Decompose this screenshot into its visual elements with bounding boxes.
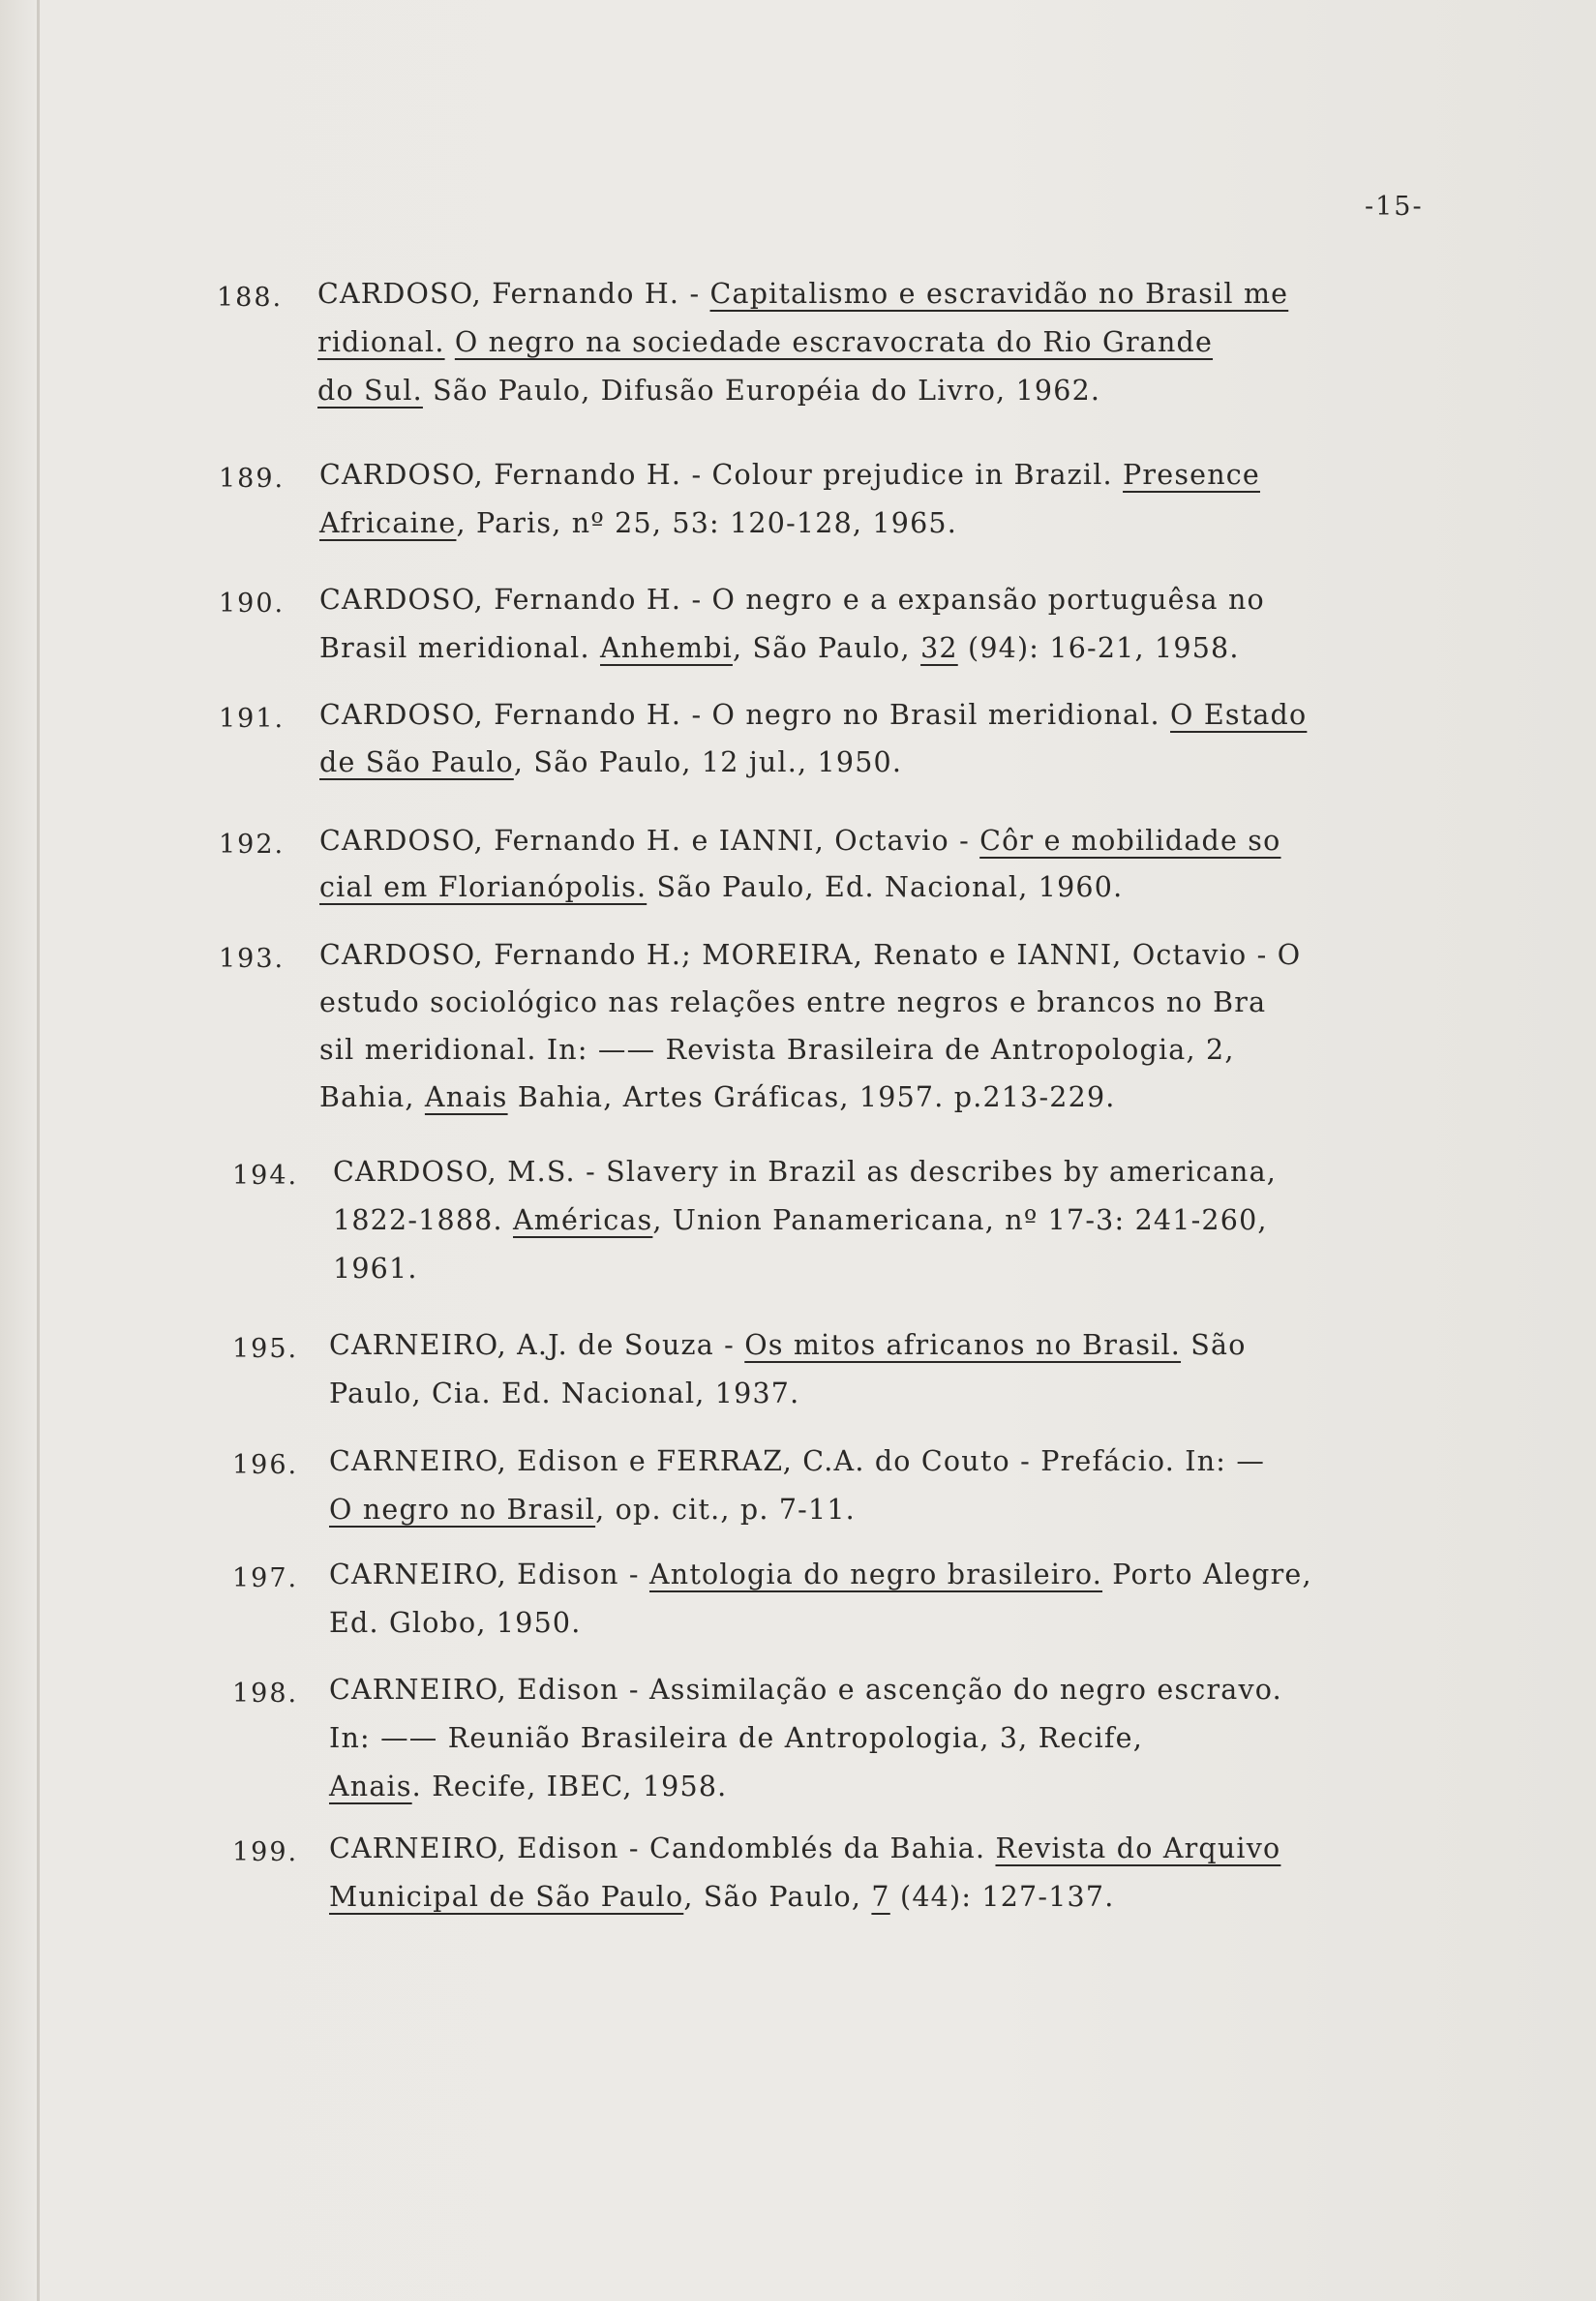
entry-text: São xyxy=(1181,1329,1247,1361)
entry-number: 190. xyxy=(219,589,286,619)
entry-number: 196. xyxy=(232,1450,299,1480)
page-binding-edge xyxy=(37,0,40,2301)
entry-line xyxy=(319,1033,1235,1068)
entry-line xyxy=(329,1880,1114,1915)
entry-number: 194. xyxy=(232,1161,299,1191)
underlined-title: Anais xyxy=(329,1771,412,1802)
entry-text: Bahia, Artes Gráficas, 1957. p.213-229. xyxy=(507,1081,1116,1113)
entry-line xyxy=(317,277,1288,312)
entry-text: , São Paulo, xyxy=(732,632,921,664)
underlined-title: Municipal de São Paulo xyxy=(329,1881,684,1913)
underlined-title: O negro na sociedade escravocrata do Rio Grande xyxy=(454,326,1214,358)
underlined-title: Américas xyxy=(513,1204,653,1236)
entry-text: , São Paulo, xyxy=(683,1881,872,1913)
entry-text: CARNEIRO, A.J. de Souza - xyxy=(329,1329,745,1361)
entry-text: , Paris, nº 25, 53: 120-128, 1965. xyxy=(456,507,958,539)
underlined-title: cial em Florianópolis. xyxy=(319,871,647,903)
underlined-title: Presence xyxy=(1123,459,1260,491)
entry-text: sil meridional. In: —— Revista Brasileira de Antropologia, 2, xyxy=(319,1034,1235,1066)
underlined-title: O negro no Brasil xyxy=(329,1494,596,1526)
underlined-title: Revista do Arquivo xyxy=(995,1832,1281,1864)
entry-line xyxy=(329,1493,856,1528)
page-number: -15- xyxy=(1365,192,1424,222)
underlined-title: ridional. xyxy=(317,326,445,358)
entry-text: CARDOSO, Fernando H. e IANNI, Octavio - xyxy=(319,825,980,857)
underlined-title: Africaine xyxy=(319,507,457,539)
entry-text xyxy=(445,326,455,358)
underlined-title: Anais xyxy=(424,1081,508,1113)
underlined-title: Anhembi xyxy=(600,632,733,664)
entry-text: In: —— Reunião Brasileira de Antropologia, 3, Recife, xyxy=(329,1722,1143,1754)
entry-line xyxy=(319,583,1265,618)
entry-text: (94): 16-21, 1958. xyxy=(957,632,1240,664)
entry-text: CARDOSO, Fernando H. - xyxy=(317,278,710,310)
entry-text: , op. cit., p. 7-11. xyxy=(595,1494,856,1526)
entry-text: . Recife, IBEC, 1958. xyxy=(411,1771,728,1802)
entry-text: 1822-1888. xyxy=(333,1204,514,1236)
underlined-title: do Sul. xyxy=(317,375,423,407)
entry-number: 198. xyxy=(232,1679,299,1709)
entry-line xyxy=(333,1155,1277,1190)
entry-line xyxy=(329,1673,1282,1708)
entry-line xyxy=(329,1377,799,1411)
entry-text: CARNEIRO, Edison - Candomblés da Bahia. xyxy=(329,1832,996,1864)
entry-line xyxy=(329,1328,1247,1363)
entry-text: Ed. Globo, 1950. xyxy=(329,1607,582,1639)
entry-line xyxy=(333,1252,418,1287)
underlined-title: Côr e mobilidade so xyxy=(979,825,1281,857)
entry-text: CARDOSO, M.S. - Slavery in Brazil as describes by americana, xyxy=(333,1156,1278,1188)
entry-number: 199. xyxy=(232,1837,299,1867)
underlined-title: Capitalismo e escravidão no Brasil me xyxy=(709,278,1289,310)
entry-text: CARDOSO, Fernando H. - O negro no Brasil meridional. xyxy=(319,699,1171,731)
entry-line xyxy=(319,824,1281,859)
underlined-title: 32 xyxy=(920,632,958,664)
entry-line xyxy=(319,458,1260,493)
entry-line xyxy=(329,1721,1143,1756)
entry-number: 188. xyxy=(217,283,284,313)
entry-text: CARNEIRO, Edison e FERRAZ, C.A. do Couto - Prefácio. In: — xyxy=(329,1445,1266,1477)
entry-text: , Union Panamericana, nº 17-3: 241-260, xyxy=(652,1204,1268,1236)
underlined-title: O Estado xyxy=(1170,699,1308,731)
entry-line xyxy=(319,698,1307,733)
entry-text: Bahia, xyxy=(319,1081,425,1113)
entry-line xyxy=(319,506,957,541)
entry-text: CARDOSO, Fernando H. - O negro e a expansão portuguêsa no xyxy=(319,584,1265,616)
entry-number: 195. xyxy=(232,1334,299,1364)
underlined-title: Antologia do negro brasileiro. xyxy=(648,1559,1103,1590)
entry-text: Paulo, Cia. Ed. Nacional, 1937. xyxy=(329,1378,800,1409)
entry-text: CARNEIRO, Edison - xyxy=(329,1559,649,1590)
entry-line xyxy=(329,1444,1265,1479)
entry-line xyxy=(329,1770,727,1804)
entry-text: CARDOSO, Fernando H.; MOREIRA, Renato e IANNI, Octavio - O xyxy=(319,939,1302,971)
entry-line xyxy=(319,1080,1116,1115)
underlined-title: 7 xyxy=(871,1881,890,1913)
entry-number: 191. xyxy=(219,704,286,734)
entry-number: 189. xyxy=(219,464,286,494)
entry-line xyxy=(317,325,1213,360)
entry-line xyxy=(329,1558,1312,1592)
entry-line xyxy=(319,985,1266,1020)
entry-line xyxy=(319,631,1240,666)
entry-line xyxy=(319,745,902,780)
entry-line xyxy=(329,1832,1280,1866)
entry-text: estudo sociológico nas relações entre negros e brancos no Bra xyxy=(319,986,1267,1018)
entry-text: São Paulo, Difusão Européia do Livro, 1962. xyxy=(422,375,1101,407)
entry-line xyxy=(317,374,1100,409)
entry-text: (44): 127-137. xyxy=(889,1881,1115,1913)
entry-number: 193. xyxy=(219,944,286,974)
entry-text: Porto Alegre, xyxy=(1102,1559,1312,1590)
entry-text: Brasil meridional. xyxy=(319,632,601,664)
entry-number: 197. xyxy=(232,1563,299,1593)
entry-line xyxy=(319,870,1123,905)
entry-text: , São Paulo, 12 jul., 1950. xyxy=(513,746,903,778)
entry-line xyxy=(319,938,1301,973)
underlined-title: de São Paulo xyxy=(319,746,514,778)
entry-number: 192. xyxy=(219,830,286,860)
entry-text: São Paulo, Ed. Nacional, 1960. xyxy=(647,871,1124,903)
entry-text: CARDOSO, Fernando H. - Colour prejudice in Brazil. xyxy=(319,459,1124,491)
underlined-title: Os mitos africanos no Brasil. xyxy=(744,1329,1182,1361)
entry-text: CARNEIRO, Edison - Assimilação e ascenção do negro escravo. xyxy=(329,1674,1282,1706)
entry-line xyxy=(329,1606,582,1641)
entry-line xyxy=(333,1203,1268,1238)
entry-text: 1961. xyxy=(333,1253,418,1285)
